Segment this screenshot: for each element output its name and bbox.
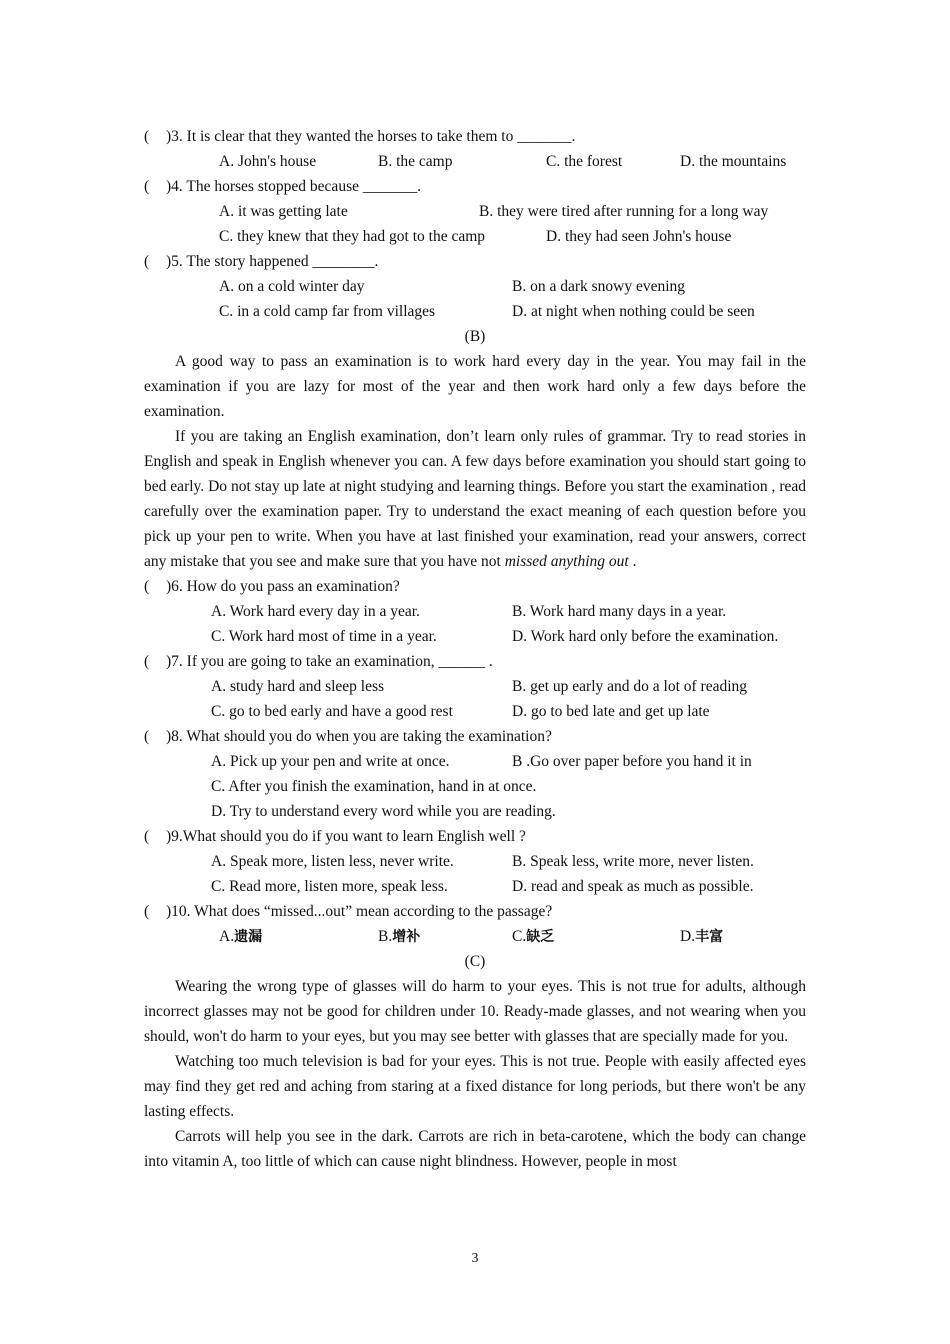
options-row: [144, 299, 806, 324]
question-stem: )6. How do you pass an examination?: [166, 578, 400, 595]
option-d: D. read and speak as much as possible.: [512, 878, 754, 895]
options-row: [144, 624, 806, 649]
italic-phrase: missed anything out: [504, 553, 629, 570]
options-row: [144, 874, 806, 899]
question-4: [144, 174, 806, 199]
question-stem: )10. What does “missed...out” mean according to the passage?: [166, 903, 553, 920]
options-row: [144, 599, 806, 624]
option-c: C. go to bed early and have a good rest: [211, 703, 453, 720]
answer-paren: (: [144, 903, 150, 920]
option-text: 遗漏: [234, 929, 263, 945]
question-3: [144, 124, 806, 149]
passage-b-paragraph-2: [144, 424, 806, 574]
question-stem: )7. If you are going to take an examination, ______ .: [166, 653, 493, 670]
answer-paren: (: [144, 128, 150, 145]
option-b: B. get up early and do a lot of reading: [512, 678, 748, 695]
option-a: A. Work hard every day in a year.: [211, 603, 420, 620]
answer-paren: (: [144, 828, 150, 845]
option-b: B. they were tired after running for a long way: [479, 203, 769, 220]
option-d: D. go to bed late and get up late: [512, 703, 710, 720]
option-d: D. they had seen John's house: [546, 228, 732, 245]
option-b: B. the camp: [378, 153, 453, 170]
option-c: C. After you finish the examination, hand in at once.: [211, 778, 537, 795]
option-b: B. on a dark snowy evening: [512, 278, 686, 295]
option-a: A. on a cold winter day: [219, 278, 365, 295]
option-d: D. Try to understand every word while you are reading.: [211, 803, 556, 820]
question-stem: )4. The horses stopped because _______.: [166, 178, 421, 195]
passage-b-paragraph-1: A good way to pass an examination is to work hard every day in the year. You may fail in the examination if you are lazy for most of the year and then work hard only a few days before the examination.: [144, 353, 806, 420]
option-b: [378, 924, 420, 950]
question-stem: )5. The story happened ________.: [166, 253, 379, 270]
question-6: [144, 574, 806, 599]
section-heading-b: (B): [464, 328, 486, 345]
option-c: C. Read more, listen more, speak less.: [211, 878, 448, 895]
option-letter: D.: [680, 928, 696, 945]
question-stem: )8. What should you do when you are taking the examination?: [166, 728, 552, 745]
option-d: D. Work hard only before the examination.: [512, 628, 779, 645]
options-row: [144, 224, 806, 249]
question-8: [144, 724, 806, 749]
option-b: B .Go over paper before you hand it in: [512, 753, 752, 770]
option-c: C. the forest: [546, 153, 623, 170]
option-d: D. the mountains: [680, 153, 787, 170]
option-d: [680, 924, 723, 950]
option-text: 增补: [392, 929, 421, 945]
option-a: A. it was getting late: [219, 203, 348, 220]
options-row: [144, 274, 806, 299]
answer-paren: (: [144, 653, 150, 670]
passage-c-paragraph-3: Carrots will help you see in the dark. Carrots are rich in beta-carotene, which the body can change into vitamin A, too little of which can cause night blindness. However, people in most: [144, 1128, 806, 1170]
option-letter: C.: [512, 928, 527, 945]
options-row: [144, 674, 806, 699]
options-row: [144, 924, 806, 949]
option-letter: A.: [219, 928, 235, 945]
page-number: 3: [471, 1251, 479, 1266]
question-5: [144, 249, 806, 274]
option-c: [512, 924, 554, 950]
answer-paren: (: [144, 253, 150, 270]
answer-paren: (: [144, 178, 150, 195]
option-c: C. they knew that they had got to the camp: [219, 228, 486, 245]
passage-c-paragraph-1: Wearing the wrong type of glasses will do harm to your eyes. This is not true for adults, although incorrect glasses may not be good for children under 10. Ready-made glasses, and not wearing when you should, won't do harm to your eyes, but you may see better with glasses that are specially made for you.: [144, 978, 806, 1045]
option-text: 丰富: [695, 929, 724, 945]
option-c: C. in a cold camp far from villages: [219, 303, 436, 320]
option-letter: B.: [378, 928, 393, 945]
options-row: [144, 149, 806, 174]
question-10: [144, 899, 806, 924]
answer-paren: (: [144, 728, 150, 745]
option-b: B. Speak less, write more, never listen.: [512, 853, 754, 870]
option-b: B. Work hard many days in a year.: [512, 603, 727, 620]
passage-c-paragraph-2: Watching too much television is bad for your eyes. This is not true. People with easily affected eyes may find they get red and aching from staring at a fixed distance for long periods, but there won't be any lasting effects.: [144, 1053, 806, 1120]
answer-paren: (: [144, 578, 150, 595]
document-page: [144, 124, 806, 1174]
question-7: [144, 649, 806, 674]
paragraph-end: .: [628, 553, 637, 570]
option-a: A. study hard and sleep less: [211, 678, 385, 695]
option-a: A. John's house: [219, 153, 317, 170]
option-d: D. at night when nothing could be seen: [512, 303, 755, 320]
options-row: [144, 699, 806, 724]
question-stem: )9.What should you do if you want to learn English well ?: [166, 828, 526, 845]
option-a: [219, 924, 262, 950]
options-row: [144, 199, 806, 224]
options-row: [144, 849, 806, 874]
options-row: [144, 749, 806, 774]
option-c: C. Work hard most of time in a year.: [211, 628, 437, 645]
question-stem: )3. It is clear that they wanted the horses to take them to _______.: [166, 128, 576, 145]
options-row: [144, 774, 806, 799]
paragraph-text: If you are taking an English examination, don’t learn only rules of grammar. Try to read stories in English and speak in English whenever you can. A few days before examination you should start going to bed early. Do not stay up late at night studying and learning things. Before you start the examination , read carefully over the examination paper. Try to understand the exact meaning of each question before you pick up your pen to write. When you have at last finished your examination, read your answers, correct any mistake that you see and make sure that you have not: [144, 428, 806, 570]
question-9: [144, 824, 806, 849]
option-a: A. Speak more, listen less, never write.: [211, 853, 454, 870]
section-heading-c: (C): [464, 953, 486, 970]
options-row: [144, 799, 806, 824]
option-text: 缺乏: [526, 929, 555, 945]
option-a: A. Pick up your pen and write at once.: [211, 753, 450, 770]
